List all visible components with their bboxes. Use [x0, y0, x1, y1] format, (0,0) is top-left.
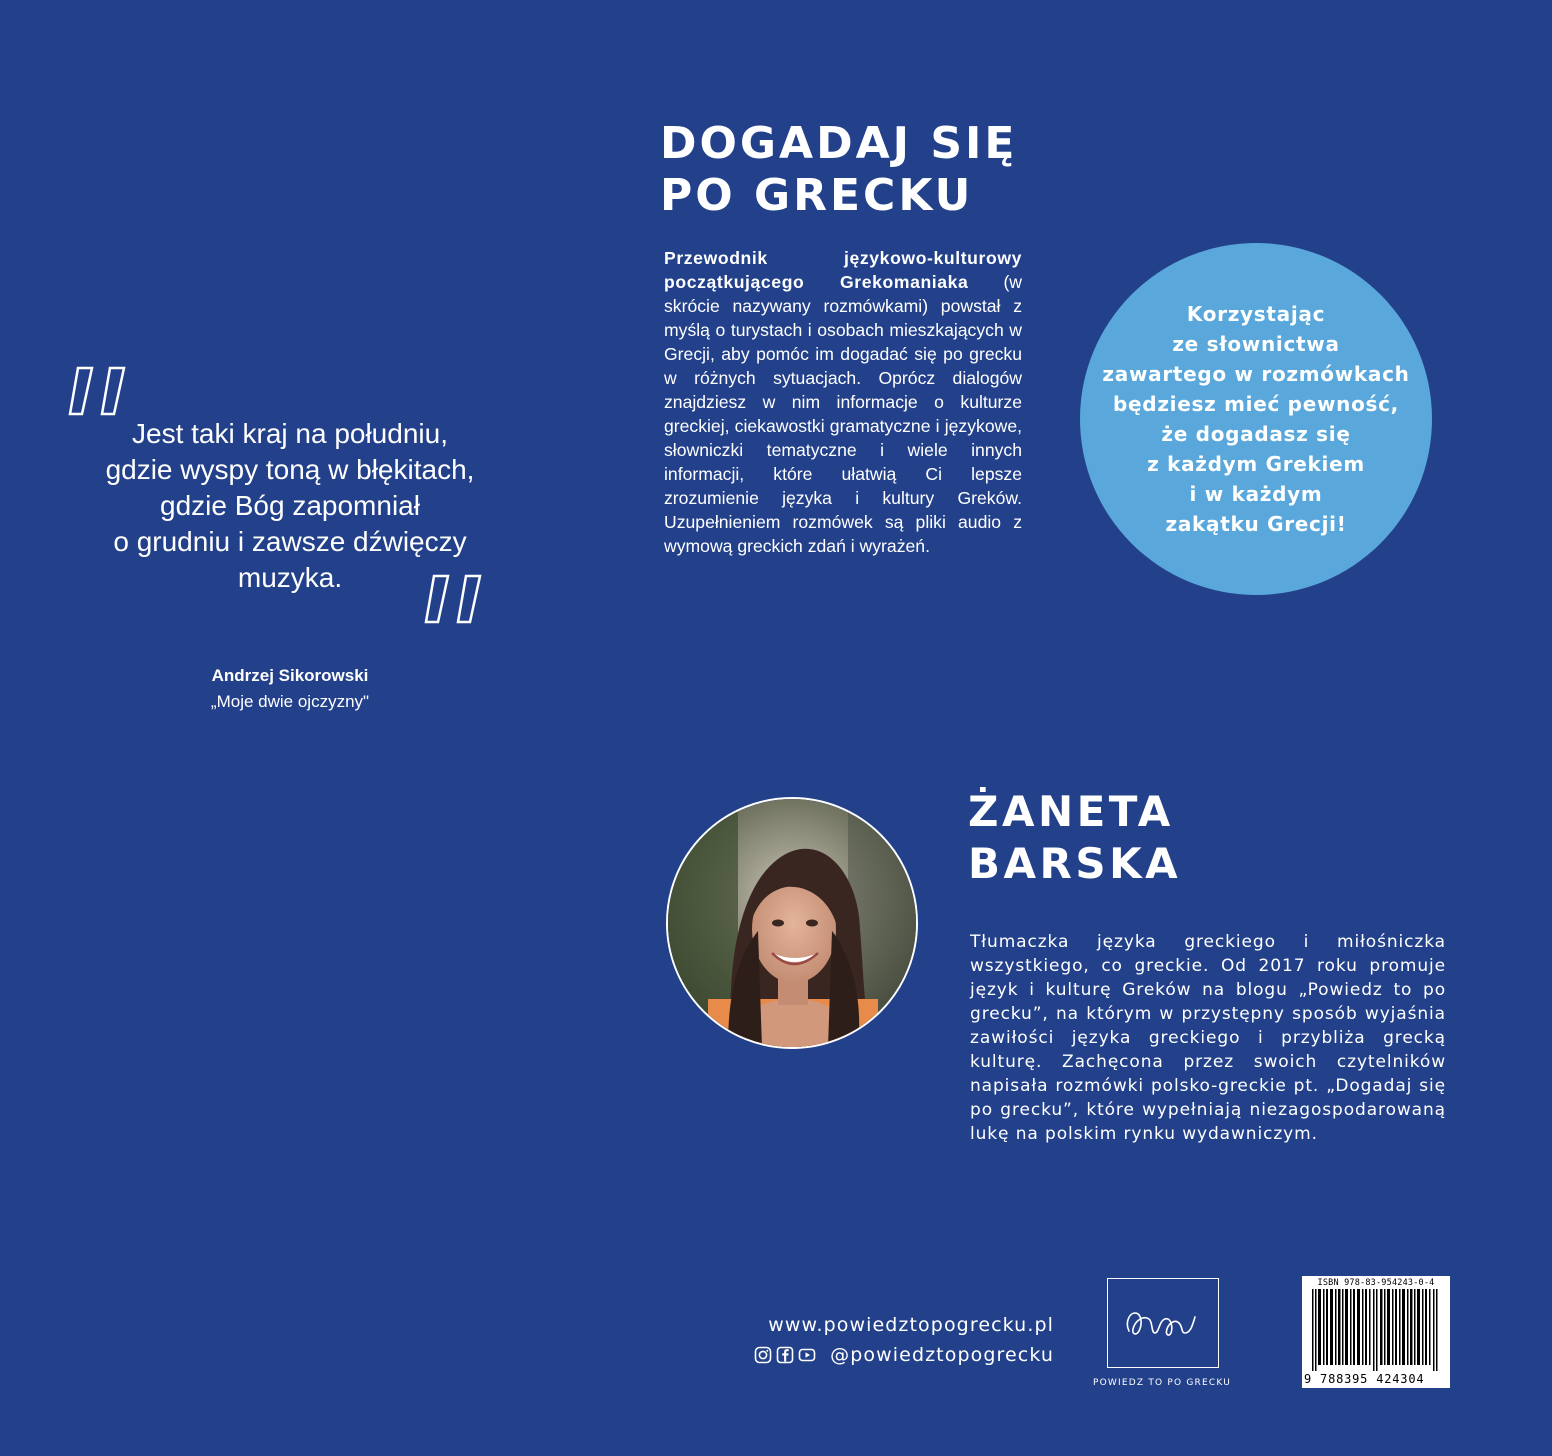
instagram-icon[interactable] — [754, 1346, 772, 1364]
social-row — [700, 1344, 1054, 1366]
quote-author: Andrzej Sikorowski — [211, 666, 369, 685]
quote-text: Jest taki kraj na południu, gdzie wyspy toną w błękitach, gdzie Bóg zapomniał o grudniu i zawsze dźwięczy muzyka. — [105, 418, 475, 593]
barcode-bars — [1312, 1289, 1440, 1371]
publisher-logo — [1107, 1278, 1219, 1368]
close-quote-icon — [424, 574, 488, 624]
book-description — [664, 246, 1022, 558]
isbn-number: ISBN 978-83-954243-0-4 — [1317, 1278, 1435, 1288]
publisher-logo-icon — [1121, 1303, 1205, 1343]
publisher-caption: POWIEDZ TO PO GRECKU — [1093, 1378, 1231, 1388]
description-body: (w skrócie nazywany rozmówkami) powstał z myślą o turystach i osobach mieszkających w Grecji, aby pomóc im dogadać się po grecku w różnych sytuacjach. Oprócz dialogów znajdziesz w nim informacje o kulturze greckiej, ciekawostki gramatyczne i językowe, słowniczki tematyczne i wiele innych informacji, które ułatwią Ci lepsze zrozumienie języka i kultury Greków. Uzupełnieniem rozmówek są pliki audio z wymową greckich zdań i wyrażeń. — [664, 272, 1023, 556]
book-title-line-2: PO GRECKU — [660, 170, 974, 221]
facebook-icon[interactable] — [776, 1346, 794, 1364]
description-lead: Przewodnik językowo-kulturowy początkującego Grekomaniaka — [664, 248, 1022, 292]
author-last-name: BARSKA — [968, 839, 1182, 888]
quote-source: „Moje dwie ojczyzny" — [210, 692, 370, 711]
youtube-icon[interactable] — [798, 1346, 816, 1364]
open-quote-icon — [68, 366, 132, 416]
highlight-circle — [1080, 243, 1432, 595]
author-name — [968, 786, 1348, 890]
author-first-name: ŻANETA — [968, 787, 1174, 836]
book-title — [660, 118, 1180, 222]
social-handle[interactable]: @powiedztopogrecku — [830, 1344, 1054, 1366]
ean-digits: 9 788395 424304 — [1304, 1372, 1425, 1386]
isbn-barcode — [1302, 1276, 1450, 1388]
author-bio: Tłumaczka języka greckiego i miłośniczka wszystkiego, co greckie. Od 2017 roku promuje język i kulturę Greków na blogu „Powiedz to po grecku”, na którym w przystępny sposób wyjaśnia zawiłości języka greckiego i przybliża grecką kulturę. Zachęcona przez swoich czytelników napisała rozmówki polsko-greckie pt. „Dogadaj się po grecku”, które wypełniają niezagospodarowaną lukę na polskim rynku wydawniczym. — [970, 932, 1446, 1144]
highlight-text: Korzystając ze słownictwa zawartego w rozmówkach będziesz mieć pewność, że dogadasz się z każdym Grekiem i w każdym zakątku Grecji! — [1102, 302, 1410, 536]
author-photo — [666, 797, 918, 1049]
website-link[interactable]: www.powiedztopogrecku.pl — [768, 1314, 1054, 1336]
book-title-line-1: DOGADAJ SIĘ — [660, 118, 1018, 169]
